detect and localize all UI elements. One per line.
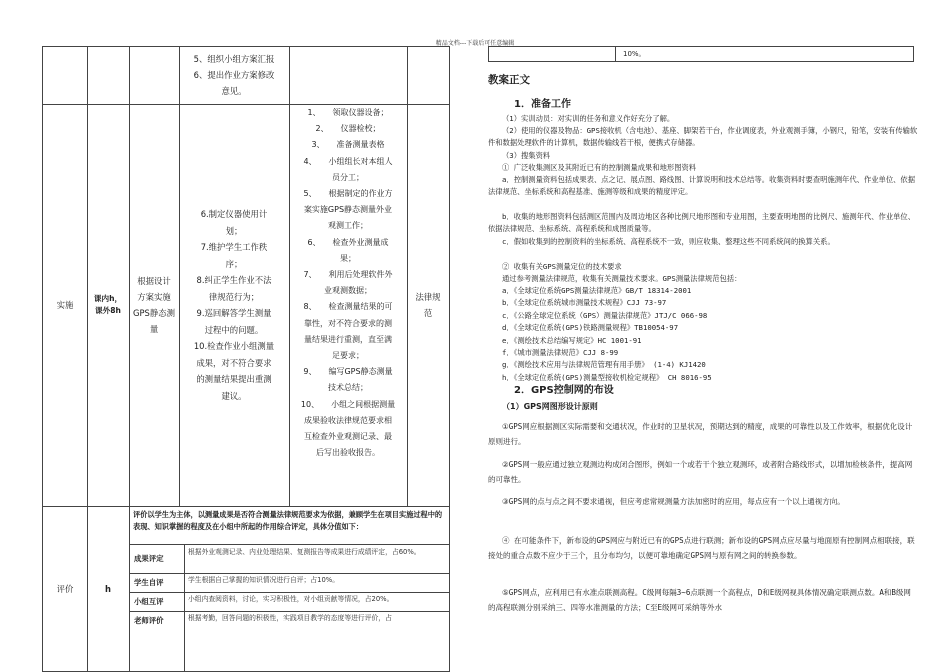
hours-impl	[87, 104, 129, 506]
topic-line: 量	[149, 324, 159, 334]
stage-impl: 实施	[56, 300, 74, 310]
student-line: 2、 仪器检校；	[315, 124, 381, 134]
activity-line: 6、提出作业方案修改	[193, 70, 275, 80]
eval-text: 学生根据自己掌握的知识情况进行自评；占10%。	[188, 576, 340, 584]
eval-intro: 评价以学生为主体，以测量成果是否符合测量法律规范要求为依据，兼顾学生在项目实施过程中的表现、知识掌握的程度及在小组中所起的作用综合评定，具体分值如下：	[133, 510, 443, 531]
eval-row	[130, 592, 450, 610]
paragraph: ②GPS网一般应通过独立观测边构成闭合图形，例如一个或若干个独立观测环，或者附合路线形式，以增加检核条件，提高网的可靠性。	[488, 460, 913, 484]
student-line: 互检查外业观测记录、最	[304, 432, 392, 442]
eval-row	[130, 544, 450, 572]
student-line: 靠性，对不符合要求的测	[304, 318, 392, 328]
eval-label: 老师评价	[134, 615, 164, 625]
student-line: 7、 利用后处理软件外	[303, 270, 393, 280]
paragraph: （3）搜集资料	[502, 151, 551, 160]
hours-eval: h	[105, 583, 111, 594]
top-activities	[179, 51, 289, 99]
activity-line: 意见。	[221, 86, 247, 96]
teacher-line: 成果，对不符合要求	[196, 357, 272, 368]
student-line: 6、 检查外业测量成	[307, 237, 389, 247]
teacher-line: 过程中的问题。	[204, 324, 264, 335]
reference-item: f．《城市测量法律规范》CJJ 8-99	[502, 348, 619, 358]
topic-impl	[129, 104, 179, 506]
paragraph: （2）使用的仪器及物品：GPS接收机（含电池）、基座、脚架若干台，作业调度表，外业观测手簿，小钢尺，铅笔，安装有传输软件和数据处理软件的计算机，数据传输线若干根，便携式存储器。	[488, 126, 918, 148]
hours-line: 课内h，	[93, 294, 123, 303]
paragraph: ①GPS网应根据测区实际需要和交通状况，作业时的卫星状况，预期达到的精度，成果的可靠性以及工作效率，根据优化设计原则进行。	[488, 422, 913, 446]
teacher-line: 7.维护学生工作秩	[200, 242, 268, 252]
eval-row	[130, 573, 450, 591]
teacher-activities	[179, 104, 289, 506]
reference-item: d．《全球定位系统(GPS)铁路测量规程》TB10054-97	[502, 323, 679, 333]
paragraph: ① 广泛收集测区及其附近已有的控制测量成果和地形图资料	[502, 163, 697, 172]
topic-line: GPS静态测	[133, 308, 175, 318]
eval-text: 根据外业观测记录、内业处理结果、复测报告等成果进行成绩评定，占60%。	[188, 548, 421, 556]
student-line: 业观测数据；	[324, 286, 372, 296]
student-line: 技术总结；	[328, 383, 368, 393]
student-line: 4、 小组组长对本组人	[303, 156, 393, 166]
eval-label: 成果评定	[134, 553, 164, 563]
student-line: 后写出验收报告。	[316, 448, 380, 458]
teacher-line: 8.纠正学生作业不法	[196, 275, 272, 285]
heading-network: 2．GPS控制网的布设	[514, 385, 614, 396]
student-line: 足要求；	[332, 351, 364, 361]
eval-text: 小组内查阅资料，讨论，实习积极性，对小组贡献等情况，占20%。	[188, 595, 394, 603]
student-line: 5、 根据制定的作业方	[303, 189, 393, 199]
paragraph: ② 收集有关GPS测量定位的技术要求	[502, 262, 622, 271]
student-line: 员分工；	[332, 172, 364, 182]
reference-item: g．《测绘技术应用与法律规范管理有用手册》 (1-4) KJ1420	[502, 360, 706, 370]
teacher-line: 建议。	[221, 390, 247, 401]
reference-item: b．《全球定位系统城市测量技术规程》CJJ 73-97	[502, 298, 667, 308]
activity-line: 5、组织小组方案汇报	[193, 54, 275, 64]
paragraph: ④ 在可能条件下，新布设的GPS网应与附近已有的GPS点进行联测；新布设的GPS网点应尽量与地面原有控制网点相联接，联接处的重合点数不应少于三个，且分布均匀，以便可靠地确定GPS网与原有网之间的转换参数。	[488, 536, 915, 560]
reference-item: a．《全球定位系统GPS测量法律规范》GB/T 18314-2001	[502, 286, 692, 295]
teacher-line: 6.制定仪器使用计	[200, 209, 268, 219]
paragraph: 通过参考测量法律规范，收集有关测量技术要求。GPS测量法律规范包括：	[502, 274, 742, 283]
student-line: 果；	[340, 253, 356, 263]
student-line: 8、 检查测量结果的可	[303, 302, 393, 312]
heading-prep: 1．准备工作	[514, 99, 571, 110]
student-line: 量结果进行重测，直至满	[304, 334, 392, 344]
eval-label: 小组互评	[134, 596, 164, 606]
student-line: 观测工作；	[328, 221, 368, 231]
teacher-line: 划；	[225, 225, 243, 236]
paragraph: c．假如收集到的控制资料的坐标系统、高程系统不一致，则应收集、整理这些不同系统间的换算关系。	[502, 237, 835, 246]
section-title: 教案正文	[488, 74, 530, 86]
eval-label: 学生自评	[134, 577, 164, 587]
student-line: 1、 领取仪器设备；	[307, 108, 389, 117]
reference-list	[502, 285, 932, 384]
topic-line: 根据设计	[137, 276, 171, 286]
eval-row	[130, 611, 450, 629]
method-impl	[407, 104, 449, 506]
stage-eval: 评价	[56, 583, 74, 594]
teacher-line: 的测量结果提出重测	[196, 374, 272, 384]
cell-text: 10%。	[623, 50, 646, 58]
student-line: 成果验收法律规范要求相	[304, 415, 392, 425]
hours-line: 课外8h	[95, 306, 121, 315]
subheading: （1）GPS网图形设计原则	[502, 402, 598, 411]
paragraph: ⑤GPS网点，应利用已有水准点联测高程。C级网每隔3~6点联测一个高程点，D和E级网视具体情况确定联测点数。A和B级网的高程联测分别采纳三、四等水准测量的方法；C至E级网可采纳等外水	[488, 588, 911, 612]
paragraph: （1）实训动员：对实训的任务和意义作好充分了解。	[502, 114, 675, 123]
method-line: 法律规	[415, 292, 441, 302]
eval-text: 根据考勤，回答问题的积极性，实践项目教学的态度等进行评价，占	[188, 614, 392, 622]
student-activities	[289, 105, 407, 461]
teacher-line: 序；	[225, 258, 243, 269]
grid-line	[615, 47, 616, 61]
continued-table-cell	[488, 46, 914, 62]
page-header: 精品文档---下载后可任意编辑	[435, 40, 515, 47]
paragraph: a．控制测量资料包括成果表、点之记、展点图、路线图、计算说明和技术总结等。收集资料时要查明施测年代、作业单位、依据法律规范、坐标系统和高程基准、施测等级和成果的精度评定。	[488, 175, 916, 197]
paragraph: ③GPS网的点与点之间不要求通视，但应考虑常规测量方法加密时的应用，每点应有一个以上通视方向。	[502, 497, 845, 506]
reference-item: c．《公路全球定位系统（GPS）测量法律规范》JTJ/C 066-98	[502, 310, 708, 320]
reference-item: h．《全球定位系统(GPS)测量型接收机检定规程》 CH 8016-95	[502, 372, 712, 382]
student-line: 10、 小组之间根据测量	[300, 399, 396, 409]
teacher-line: 律规范行为；	[208, 291, 260, 302]
teacher-line: 9.巡回解答学生测量	[196, 308, 272, 318]
paragraph: b．收集的地形图资料包括测区范围内及周边地区各种比例尺地形图和专业用图，主要查明地图的比例尺、施测年代、作业单位、依据法律规范、坐标系统、高程系统和成图质量等。	[488, 212, 916, 234]
student-line: 3、 准备测量表格	[311, 140, 385, 150]
student-line: 9、 编写GPS静态测量	[303, 367, 393, 377]
reference-item: e．《测绘技术总结编写规定》HC 1001-91	[502, 335, 642, 345]
method-line: 范	[423, 308, 433, 318]
topic-line: 方案实施	[137, 292, 171, 302]
teacher-line: 10.检查作业小组测量	[193, 341, 275, 351]
student-line: 案实施GPS静态测量外业	[303, 205, 393, 215]
